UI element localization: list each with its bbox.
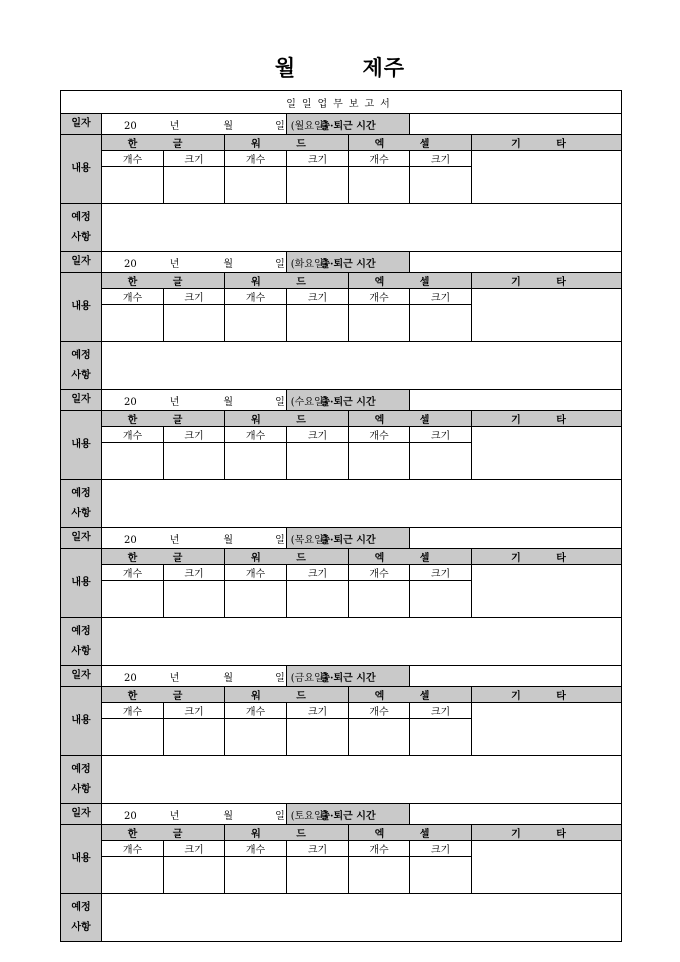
plan-label-line2: 사항 [71,783,91,795]
attendance-label: 출·퇴근 시간 [287,804,410,825]
word-size-field[interactable] [287,581,349,618]
size-header: 크기 [164,427,225,443]
plan-field[interactable] [102,894,622,942]
subheader-row [61,703,622,719]
size-header: 크기 [164,151,225,167]
plan-label [61,618,102,666]
content-label: 내용 [61,687,102,756]
category-hangul: 한 글 [102,687,225,703]
attendance-value[interactable] [410,114,622,135]
other-field[interactable] [472,703,622,756]
date-row [61,252,622,273]
daily-report-table [60,90,622,942]
plan-label-line1: 예정 [71,349,91,361]
count-header: 개수 [349,703,410,719]
category-other: 기 타 [472,825,622,841]
plan-label-line2: 사항 [71,507,91,519]
attendance-label: 출·퇴근 시간 [287,114,410,135]
attendance-label: 출·퇴근 시간 [287,252,410,273]
plan-field[interactable] [102,756,622,804]
category-word: 워 드 [225,549,349,565]
excel-count-field[interactable] [349,581,410,618]
category-header-row [61,825,622,841]
word-size-field[interactable] [287,857,349,894]
category-header-row [61,273,622,289]
day-unit: 일 [275,672,285,684]
excel-size-field[interactable] [410,305,472,342]
plan-label-line1: 예정 [71,901,91,913]
content-label: 내용 [61,273,102,342]
category-hangul: 한 글 [102,411,225,427]
count-header: 개수 [225,841,287,857]
size-header: 크기 [164,703,225,719]
word-count-field[interactable] [225,719,287,756]
word-count-field[interactable] [225,581,287,618]
plan-label-line2: 사항 [71,369,91,381]
size-header: 크기 [287,565,349,581]
excel-count-field[interactable] [349,443,410,480]
category-other: 기 타 [472,273,622,289]
subheader-row [61,841,622,857]
category-header-row [61,687,622,703]
day-unit: 일 [275,396,285,408]
size-header: 크기 [164,565,225,581]
date-label: 일자 [61,390,102,411]
hangul-size-field[interactable] [164,167,225,204]
size-header: 크기 [287,151,349,167]
subheader-row [61,151,622,167]
category-excel: 엑 셀 [349,687,472,703]
plan-label [61,894,102,942]
hangul-size-field[interactable] [164,719,225,756]
date-row [61,528,622,549]
date-label: 일자 [61,528,102,549]
plan-label-line1: 예정 [71,487,91,499]
count-header: 개수 [349,289,410,305]
content-label: 내용 [61,411,102,480]
month-unit: 월 [223,258,234,270]
plan-field[interactable] [102,342,622,390]
word-count-field[interactable] [225,167,287,204]
category-hangul: 한 글 [102,825,225,841]
plan-row [61,894,622,942]
year-unit: 년 [169,534,180,546]
date-label: 일자 [61,252,102,273]
plan-row [61,204,622,252]
plan-field[interactable] [102,204,622,252]
size-header: 크기 [287,841,349,857]
month-unit: 월 [223,672,234,684]
count-header: 개수 [349,565,410,581]
category-excel: 엑 셀 [349,825,472,841]
hangul-count-field[interactable] [102,857,164,894]
report-title: 일일업무보고서 [61,91,622,114]
year-prefix: 20 [124,396,137,408]
size-header: 크기 [410,427,472,443]
category-word: 워 드 [225,411,349,427]
category-excel: 엑 셀 [349,411,472,427]
size-header: 크기 [410,151,472,167]
count-header: 개수 [102,289,164,305]
word-count-field[interactable] [225,305,287,342]
plan-row [61,342,622,390]
attendance-value[interactable] [410,804,622,825]
day-unit: 일 [275,534,285,546]
excel-size-field[interactable] [410,857,472,894]
date-label: 일자 [61,666,102,687]
excel-size-field[interactable] [410,167,472,204]
attendance-label: 출·퇴근 시간 [287,666,410,687]
weekday-label: (화요일) [290,258,328,270]
size-header: 크기 [410,841,472,857]
month-unit: 월 [223,534,234,546]
category-word: 워 드 [225,687,349,703]
month-unit: 월 [223,810,234,822]
category-word: 워 드 [225,135,349,151]
date-row [61,390,622,411]
other-field[interactable] [472,427,622,480]
plan-label [61,480,102,528]
category-excel: 엑 셀 [349,273,472,289]
size-header: 크기 [164,289,225,305]
plan-label-line2: 사항 [71,645,91,657]
size-header: 크기 [287,427,349,443]
count-header: 개수 [102,565,164,581]
excel-size-field[interactable] [410,581,472,618]
subheader-row [61,427,622,443]
date-field[interactable] [102,666,328,687]
hangul-count-field[interactable] [102,719,164,756]
count-header: 개수 [225,151,287,167]
word-size-field[interactable] [287,719,349,756]
category-excel: 엑 셀 [349,549,472,565]
category-header-row [61,135,622,151]
hangul-count-field[interactable] [102,581,164,618]
count-header: 개수 [225,427,287,443]
subheader-row [61,565,622,581]
hangul-count-field[interactable] [102,305,164,342]
word-size-field[interactable] [287,305,349,342]
count-header: 개수 [349,427,410,443]
year-unit: 년 [169,120,180,132]
category-hangul: 한 글 [102,135,225,151]
year-prefix: 20 [124,120,137,132]
word-count-field[interactable] [225,857,287,894]
category-excel: 엑 셀 [349,135,472,151]
size-header: 크기 [410,703,472,719]
attendance-value[interactable] [410,528,622,549]
plan-label-line1: 예정 [71,763,91,775]
count-header: 개수 [102,841,164,857]
date-row [61,114,622,135]
category-header-row [61,549,622,565]
hangul-size-field[interactable] [164,857,225,894]
plan-row [61,480,622,528]
month-unit: 월 [223,120,234,132]
other-field[interactable] [472,289,622,342]
size-header: 크기 [164,841,225,857]
plan-label [61,756,102,804]
date-field[interactable] [102,114,328,135]
category-header-row [61,411,622,427]
page-title-name: 제주 [362,55,406,80]
word-size-field[interactable] [287,443,349,480]
day-unit: 일 [275,258,285,270]
category-other: 기 타 [472,687,622,703]
subheader-row [61,289,622,305]
category-word: 워 드 [225,273,349,289]
plan-row [61,756,622,804]
size-header: 크기 [287,703,349,719]
other-field[interactable] [472,565,622,618]
weekday-label: (목요일) [290,534,328,546]
hangul-size-field[interactable] [164,443,225,480]
category-other: 기 타 [472,135,622,151]
year-prefix: 20 [124,258,137,270]
plan-field[interactable] [102,480,622,528]
excel-count-field[interactable] [349,719,410,756]
count-header: 개수 [225,289,287,305]
date-field[interactable] [102,528,328,549]
date-row [61,804,622,825]
size-header: 크기 [287,289,349,305]
date-field[interactable] [102,252,328,273]
word-count-field[interactable] [225,443,287,480]
plan-label [61,204,102,252]
year-prefix: 20 [124,534,137,546]
plan-label-line1: 예정 [71,211,91,223]
count-header: 개수 [102,703,164,719]
category-other: 기 타 [472,411,622,427]
size-header: 크기 [410,289,472,305]
attendance-value[interactable] [410,666,622,687]
content-label: 내용 [61,825,102,894]
excel-count-field[interactable] [349,305,410,342]
date-row [61,666,622,687]
day-unit: 일 [275,120,285,132]
weekday-label: (수요일) [290,396,328,408]
excel-size-field[interactable] [410,443,472,480]
category-other: 기 타 [472,549,622,565]
hangul-size-field[interactable] [164,305,225,342]
plan-label [61,342,102,390]
count-header: 개수 [225,703,287,719]
category-hangul: 한 글 [102,549,225,565]
month-unit: 월 [223,396,234,408]
plan-label-line2: 사항 [71,231,91,243]
count-header: 개수 [102,151,164,167]
excel-size-field[interactable] [410,719,472,756]
excel-count-field[interactable] [349,857,410,894]
attendance-value[interactable] [410,390,622,411]
day-unit: 일 [275,810,285,822]
year-unit: 년 [169,396,180,408]
plan-label-line1: 예정 [71,625,91,637]
hangul-count-field[interactable] [102,167,164,204]
content-label: 내용 [61,549,102,618]
year-unit: 년 [169,810,180,822]
attendance-value[interactable] [410,252,622,273]
weekday-label: (월요일) [290,120,328,132]
count-header: 개수 [102,427,164,443]
content-label: 내용 [61,135,102,204]
word-size-field[interactable] [287,167,349,204]
year-prefix: 20 [124,672,137,684]
count-header: 개수 [349,151,410,167]
count-header: 개수 [225,565,287,581]
year-unit: 년 [169,672,180,684]
size-header: 크기 [410,565,472,581]
date-field[interactable] [102,390,328,411]
other-field[interactable] [472,841,622,894]
plan-row [61,618,622,666]
attendance-label: 출·퇴근 시간 [287,390,410,411]
page-title-month: 월 [274,55,297,80]
count-header: 개수 [349,841,410,857]
plan-label-line2: 사항 [71,921,91,933]
year-unit: 년 [169,258,180,270]
hangul-count-field[interactable] [102,443,164,480]
weekday-label: (금요일) [290,672,328,684]
date-label: 일자 [61,804,102,825]
attendance-label: 출·퇴근 시간 [287,528,410,549]
category-word: 워 드 [225,825,349,841]
page-title [0,52,680,82]
date-field[interactable] [102,804,328,825]
date-label: 일자 [61,114,102,135]
category-hangul: 한 글 [102,273,225,289]
year-prefix: 20 [124,810,137,822]
other-field[interactable] [472,151,622,204]
plan-field[interactable] [102,618,622,666]
hangul-size-field[interactable] [164,581,225,618]
excel-count-field[interactable] [349,167,410,204]
weekday-label: (토요일) [290,810,328,822]
